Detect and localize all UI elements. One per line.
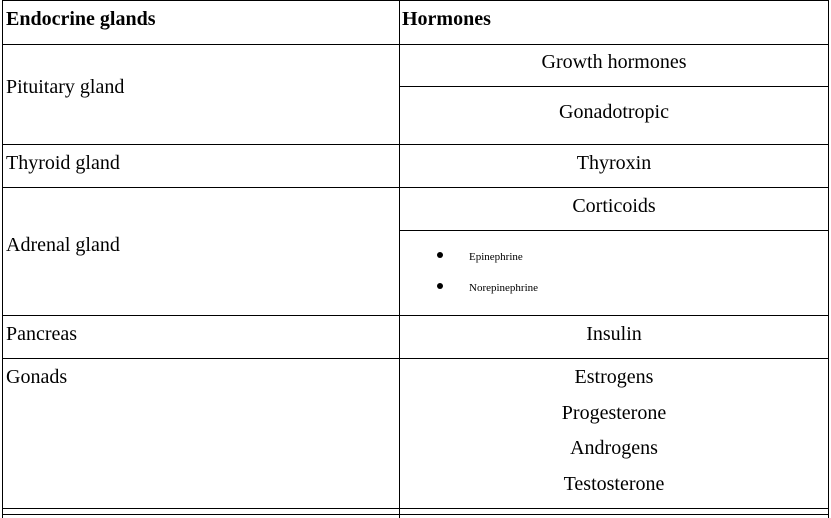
- gland-thyroid: Thyroid gland: [6, 152, 120, 174]
- table-border-right: [828, 0, 829, 518]
- hormone-insulin: Insulin: [586, 323, 642, 345]
- cell-divider: [399, 86, 829, 87]
- hormone-progesterone: Progesterone: [561, 402, 667, 424]
- hormone-estrogens: Estrogens: [574, 366, 654, 388]
- row-divider: [2, 144, 829, 145]
- hormone-norepinephrine: Norepinephrine: [469, 282, 539, 294]
- hormone-corticoids: Corticoids: [572, 195, 656, 217]
- header-glands: Endocrine glands: [6, 8, 156, 30]
- table-border-top: [2, 0, 829, 1]
- row-divider: [2, 508, 829, 509]
- gland-gonads: Gonads: [6, 366, 68, 388]
- row-divider: [2, 44, 829, 45]
- hormone-androgens: Androgens: [570, 437, 658, 459]
- hormone-testosterone: Testosterone: [563, 473, 665, 495]
- row-divider: [2, 187, 829, 188]
- endocrine-table: [2, 0, 829, 518]
- bullet-icon: [437, 252, 443, 258]
- table-border-bottom: [2, 514, 829, 515]
- cell-divider: [399, 230, 829, 231]
- header-hormones: Hormones: [402, 8, 491, 30]
- bullet-icon: [437, 283, 443, 289]
- row-divider: [2, 315, 829, 316]
- hormone-growth: Growth hormones: [541, 51, 687, 73]
- gland-pancreas: Pancreas: [6, 323, 78, 345]
- gland-adrenal: Adrenal gland: [6, 234, 120, 256]
- row-divider: [2, 358, 829, 359]
- table-border-left: [2, 0, 3, 518]
- gland-pituitary: Pituitary gland: [6, 76, 125, 98]
- hormone-thyroxin: Thyroxin: [576, 152, 652, 174]
- hormone-epinephrine: Epinephrine: [469, 251, 523, 263]
- hormone-gonadotropic: Gonadotropic: [559, 101, 669, 123]
